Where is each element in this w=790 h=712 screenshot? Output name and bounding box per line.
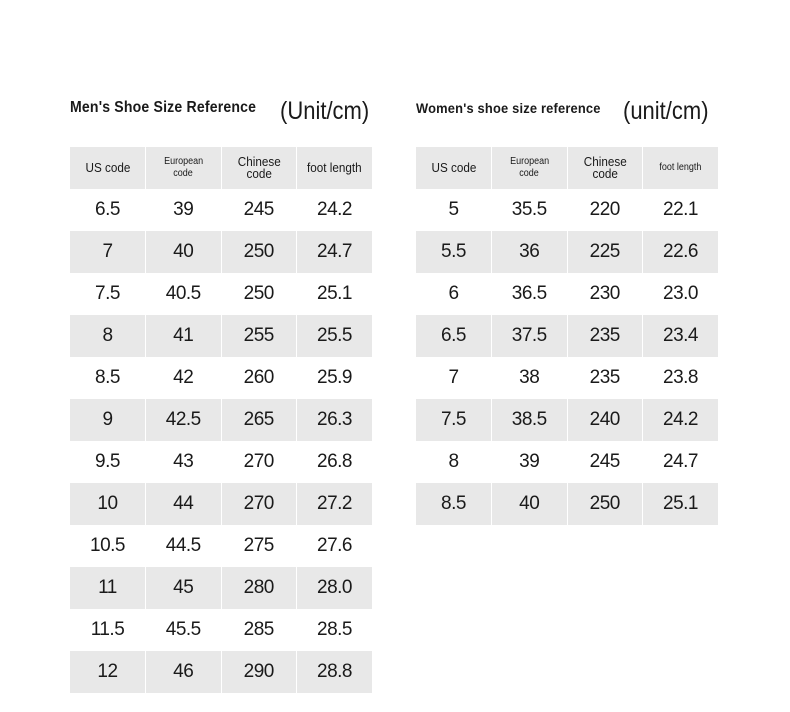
table-cell: 24.7 (297, 231, 373, 273)
table-cell: 10.5 (90, 535, 125, 556)
table-cell: 23.4 (643, 315, 719, 357)
table-cell: 38 (492, 357, 568, 399)
table-cell: 235 (567, 357, 643, 399)
men-table-title: Men's Shoe Size Reference (70, 99, 257, 116)
table-cell: 24.2 (643, 399, 719, 441)
table-cell: 44.5 (146, 525, 222, 567)
table-cell: 28.0 (297, 567, 373, 609)
table-cell: 39 (146, 189, 222, 231)
table-cell: 45 (146, 567, 222, 609)
header-chinese-code: Chinese code (567, 147, 643, 189)
table-row (416, 273, 718, 315)
women-table-body (416, 189, 718, 525)
table-cell: 25.9 (297, 357, 373, 399)
table-cell: 220 (567, 189, 643, 231)
table-cell: 41 (146, 315, 222, 357)
table-cell: 250 (567, 483, 643, 525)
table-cell: 27.6 (297, 525, 373, 567)
table-cell: 23.8 (643, 357, 719, 399)
table-cell: 230 (567, 273, 643, 315)
table-cell: 11.5 (90, 619, 125, 640)
men-table-body (70, 189, 372, 693)
table-cell: 245 (567, 441, 643, 483)
table-cell: 27.2 (297, 483, 373, 525)
table-cell: 37.5 (492, 315, 568, 357)
table-cell: 36.5 (492, 273, 568, 315)
table-cell: 40 (492, 483, 568, 525)
table-cell: 290 (221, 651, 297, 693)
table-cell: 22.6 (643, 231, 719, 273)
table-cell: 7 (70, 231, 146, 273)
table-cell: 6 (448, 283, 459, 304)
men-unit-label: (Unit/cm) (280, 97, 370, 125)
table-row (416, 189, 718, 231)
table-cell: 270 (221, 441, 297, 483)
table-cell: 25.1 (643, 483, 719, 525)
table-cell: 11 (70, 567, 146, 609)
table-row (416, 357, 718, 399)
table-row (70, 315, 372, 357)
table-cell: 10 (70, 483, 146, 525)
table-row (70, 399, 372, 441)
table-cell: 26.3 (297, 399, 373, 441)
men-title-row (70, 95, 372, 147)
table-cell: 24.2 (297, 189, 373, 231)
table-cell: 245 (221, 189, 297, 231)
table-cell: 36 (492, 231, 568, 273)
table-cell: 6.5 (416, 315, 492, 357)
table-row (416, 399, 718, 441)
women-size-panel (416, 95, 718, 525)
table-row (416, 231, 718, 273)
table-row (70, 651, 372, 693)
table-cell: 46 (146, 651, 222, 693)
table-cell: 7 (448, 367, 459, 388)
table-cell: 12 (70, 651, 146, 693)
table-cell: 40.5 (146, 273, 222, 315)
table-row (416, 483, 718, 525)
table-cell: 23.0 (643, 273, 719, 315)
header-european-code: European code (146, 147, 222, 189)
table-row (416, 441, 718, 483)
table-row (70, 189, 372, 231)
table-cell: 240 (567, 399, 643, 441)
table-cell: 24.7 (643, 441, 719, 483)
table-cell: 265 (221, 399, 297, 441)
table-cell: 44 (146, 483, 222, 525)
table-cell: 270 (221, 483, 297, 525)
table-row (70, 273, 372, 315)
table-cell: 225 (567, 231, 643, 273)
table-cell: 8.5 (95, 367, 120, 388)
table-cell: 9 (70, 399, 146, 441)
header-chinese-code: Chinese code (221, 147, 297, 189)
table-row (416, 315, 718, 357)
table-cell: 9.5 (95, 451, 120, 472)
table-row (70, 609, 372, 651)
table-cell: 39 (492, 441, 568, 483)
table-cell: 28.8 (297, 651, 373, 693)
table-cell: 7.5 (416, 399, 492, 441)
table-cell: 260 (221, 357, 297, 399)
table-cell: 255 (221, 315, 297, 357)
header-european-code: European code (492, 147, 568, 189)
men-size-panel (70, 95, 372, 693)
table-row (70, 357, 372, 399)
table-cell: 38.5 (492, 399, 568, 441)
women-unit-label: (unit/cm) (623, 97, 709, 125)
table-cell: 26.8 (297, 441, 373, 483)
table-cell: 43 (146, 441, 222, 483)
table-cell: 250 (221, 273, 297, 315)
table-cell: 275 (221, 525, 297, 567)
table-row (70, 441, 372, 483)
table-cell: 5.5 (416, 231, 492, 273)
women-header-row (416, 147, 718, 189)
women-title-row (416, 95, 718, 147)
header-foot-length: foot length (643, 147, 719, 189)
table-cell: 235 (567, 315, 643, 357)
table-cell: 25.5 (297, 315, 373, 357)
women-size-table (416, 147, 718, 525)
men-size-table (70, 147, 372, 693)
table-cell: 280 (221, 567, 297, 609)
table-cell: 25.1 (297, 273, 373, 315)
table-row (70, 483, 372, 525)
table-cell: 6.5 (95, 199, 120, 220)
table-cell: 250 (221, 231, 297, 273)
header-us-code: US code (70, 147, 146, 189)
table-cell: 40 (146, 231, 222, 273)
table-cell: 22.1 (643, 189, 719, 231)
header-us-code: US code (416, 147, 492, 189)
table-cell: 7.5 (95, 283, 120, 304)
table-cell: 42.5 (146, 399, 222, 441)
men-header-row (70, 147, 372, 189)
table-cell: 5 (448, 199, 459, 220)
table-cell: 285 (221, 609, 297, 651)
table-cell: 8 (448, 451, 459, 472)
table-cell: 8.5 (416, 483, 492, 525)
table-cell: 45.5 (146, 609, 222, 651)
header-foot-length: foot length (297, 147, 373, 189)
women-table-title: Women's shoe size reference (416, 100, 601, 116)
table-row (70, 525, 372, 567)
table-cell: 35.5 (492, 189, 568, 231)
table-row (70, 567, 372, 609)
table-cell: 42 (146, 357, 222, 399)
table-row (70, 231, 372, 273)
table-cell: 28.5 (297, 609, 373, 651)
table-cell: 8 (70, 315, 146, 357)
